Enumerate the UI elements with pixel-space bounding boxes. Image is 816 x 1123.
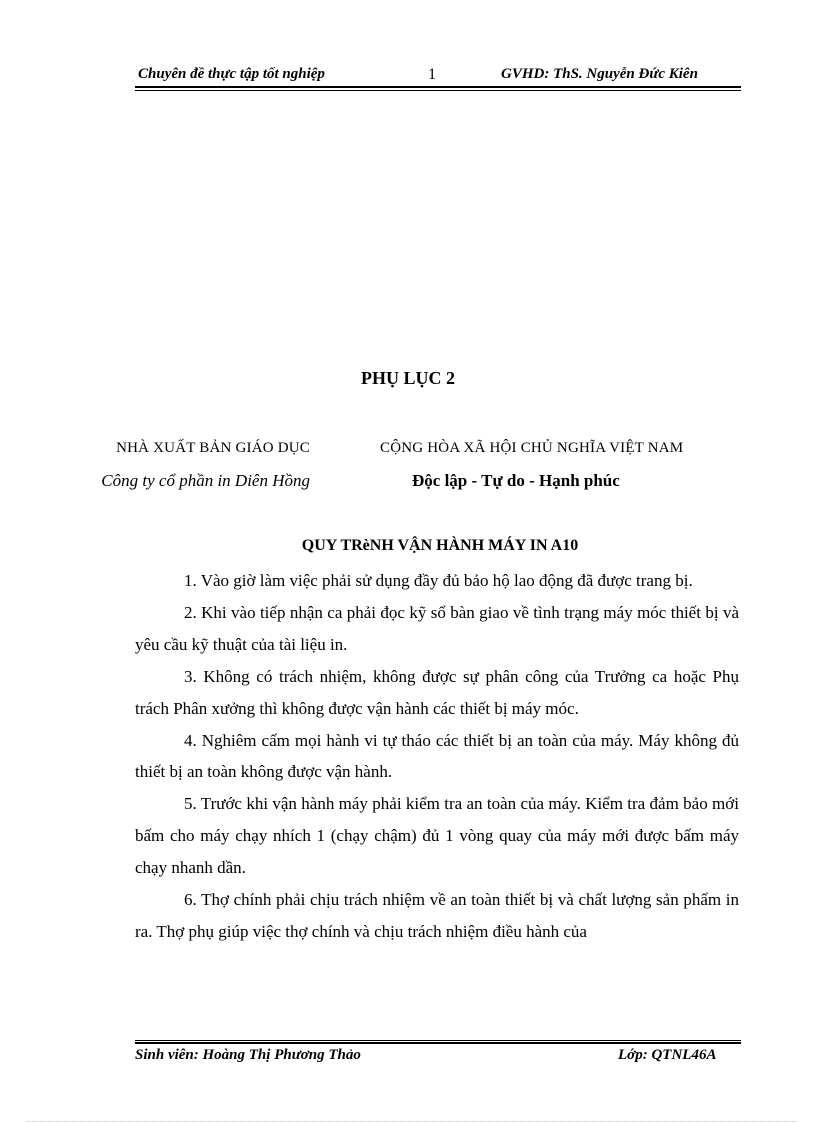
procedure-item-3: 3. Không có trách nhiệm, không được sự phân công của Trưởng ca hoặc Phụ trách Phân xưởng thì không được vận hành các thiết bị máy móc. — [135, 666, 739, 718]
header-rule-thin — [135, 90, 741, 91]
procedure-item-6: 6. Thợ chính phải chịu trách nhiệm về an toàn thiết bị và chất lượng sản phẩm in ra. Thợ phụ giúp việc thợ chính và chịu trách nhiệm điều hành của — [135, 890, 739, 941]
national-title: CỘNG HÒA XÃ HỘI CHỦ NGHĨA VIỆT NAM — [380, 440, 684, 456]
procedure-title: QUY TRèNH VẬN HÀNH MÁY IN A10 — [301, 537, 579, 554]
page-number: 1 — [428, 66, 436, 83]
appendix-title: PHỤ LỤC 2 — [361, 368, 455, 388]
company-name: Công ty cổ phần in Diên Hồng — [101, 471, 310, 490]
procedure-item-2: 2. Khi vào tiếp nhận ca phải đọc kỹ sổ bàn giao về tình trạng máy móc thiết bị và yêu cầu kỹ thuật của tài liệu in. — [135, 602, 739, 654]
footer-class: Lớp: QTNL46A — [618, 1047, 717, 1063]
page-bottom-border — [27, 1121, 797, 1122]
footer-student: Sinh viên: Hoàng Thị Phương Thảo — [135, 1047, 361, 1063]
procedure-item-4: 4. Nghiêm cấm mọi hành vi tự tháo các thiết bị an toàn của máy. Máy không đủ thiết bị an toàn không được vận hành. — [135, 730, 739, 782]
national-motto: Độc lập - Tự do - Hạnh phúc — [412, 471, 620, 490]
publisher-name: NHÀ XUẤT BẢN GIÁO DỤC — [116, 440, 310, 456]
footer-rule-thin — [135, 1040, 741, 1041]
header-rule-thick — [135, 86, 741, 88]
header-right-advisor: GVHD: ThS. Nguyễn Đức Kiên — [501, 66, 698, 82]
footer-rule-thick — [135, 1042, 741, 1044]
procedure-item-5: 5. Trước khi vận hành máy phải kiểm tra an toàn của máy. Kiểm tra đảm bảo mới bấm cho máy chạy nhích 1 (chạy chậm) đủ 1 vòng quay của máy mới được bấm máy chạy nhanh dần. — [135, 794, 739, 878]
header-left-title: Chuyên đề thực tập tốt nghiệp — [138, 66, 325, 82]
procedure-body — [135, 565, 739, 948]
procedure-item-1: 1. Vào giờ làm việc phải sử dụng đầy đủ bảo hộ lao động đã được trang bị. — [184, 571, 693, 590]
